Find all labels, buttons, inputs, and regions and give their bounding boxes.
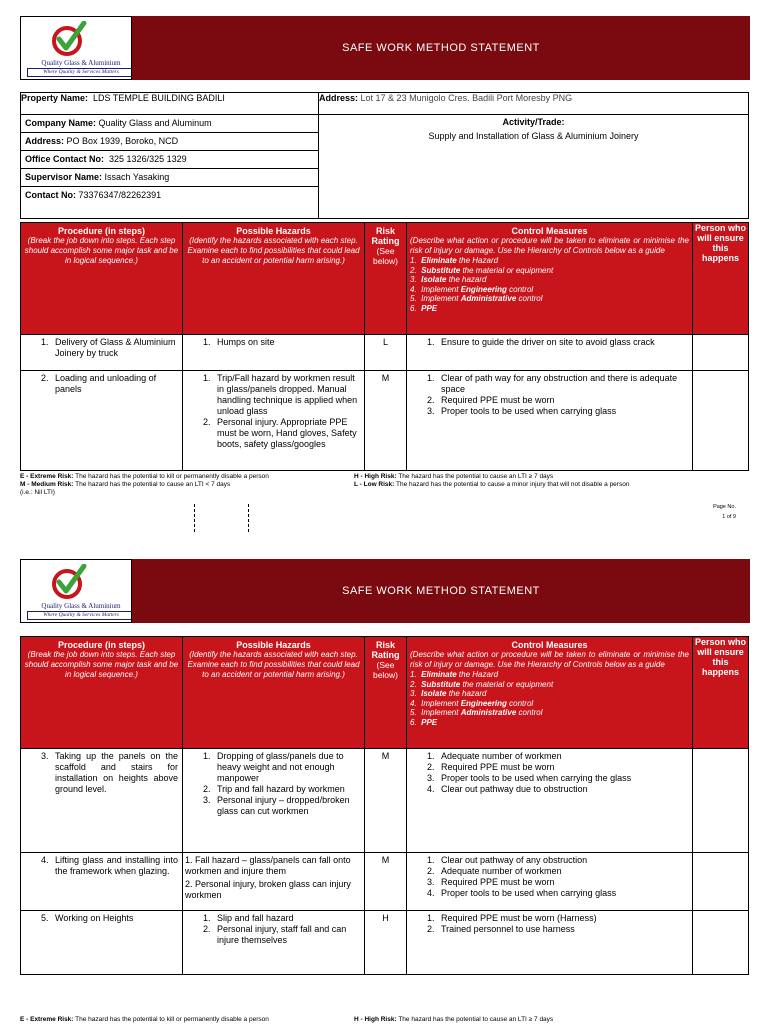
- responsible-person-cell: [693, 853, 749, 911]
- hierarchy-item: 6. PPE: [410, 717, 438, 727]
- responsible-person-cell: [693, 371, 749, 471]
- hierarchy-item: 3. Isolate the hazard: [410, 689, 487, 698]
- swms-table-page-2: [20, 636, 749, 975]
- procedure-step: 2. Loading and unloading of panels: [51, 373, 178, 395]
- procedure-cell: [21, 853, 183, 911]
- risk-rating: H: [382, 913, 389, 923]
- control-item: 4. Proper tools to be used when carrying glass: [437, 888, 688, 899]
- hazard-item: 1. Slip and fall hazard: [213, 913, 360, 924]
- hazard-item: 1. Trip/Fall hazard by workmen result in glass/panels dropped. Manual handling technique is applied when unload glass: [213, 373, 360, 417]
- control-item: 2. Required PPE must be worn: [437, 395, 688, 406]
- procedure-step: 3. Taking up the panels on the scaffold and stairs for installation on heights above ground level.: [51, 751, 178, 795]
- activity-cell: Activity/Trade: Supply and Installation of Glass & Aluminium Joinery: [319, 115, 749, 219]
- hierarchy-item: 1. Eliminate the Hazard: [410, 256, 499, 265]
- company-logo-name: Quality Glass & Aluminium: [41, 59, 121, 67]
- company-logo-name: Quality Glass & Aluminium: [41, 602, 121, 610]
- hazard-item: 1. Humps on site: [213, 337, 360, 348]
- hierarchy-item: 5. Implement Administrative control: [410, 294, 543, 303]
- hierarchy-item: 4. Implement Engineering control: [410, 698, 534, 708]
- control-measures-cell: [407, 371, 693, 471]
- logo-box: [20, 559, 132, 623]
- hazards-cell: [183, 911, 365, 975]
- hazards-cell: [183, 371, 365, 471]
- hazards-cell: [183, 853, 365, 911]
- procedure-header: Procedure (in steps) (Break the job down into steps. Each step should accomplish some major task and be in logical sequence.): [21, 637, 183, 749]
- hazard-item: 2. Personal injury. Appropriate PPE must be worn, Hand gloves, Safety boots, safety glass/googles: [213, 417, 360, 450]
- table-row: [21, 749, 749, 853]
- control-item: 3. Required PPE must be worn: [437, 877, 688, 888]
- table-row: [21, 911, 749, 975]
- procedure-step: 4. Lifting glass and installing into the framework when glazing.: [51, 855, 178, 877]
- procedure-cell: [21, 911, 183, 975]
- hierarchy-item: 6. PPE: [410, 303, 438, 313]
- table-row: [21, 853, 749, 911]
- risk-rating-cell: [365, 749, 407, 853]
- checkmark-logo-icon: [51, 21, 87, 57]
- control-item: 2. Trained personnel to use harness: [437, 924, 688, 935]
- risk-rating: L: [382, 337, 388, 347]
- logo-box: [20, 16, 132, 80]
- procedure-header: Procedure (in steps) (Break the job down into steps. Each step should accomplish some major task and be in logical sequence.): [21, 223, 183, 335]
- hierarchy-item: 5. Implement Administrative control: [410, 708, 543, 717]
- table-row: [21, 335, 749, 371]
- risk-header: Risk Rating (See below): [365, 223, 407, 335]
- control-item: 4. Clear out pathway due to obstruction: [437, 784, 688, 795]
- hazard-item: 2. Trip and fall hazard by workmen: [213, 784, 360, 795]
- control-item: 2. Adequate number of workmen: [437, 866, 688, 877]
- company-logo-tagline: Where Quality & Services Matters: [27, 611, 135, 620]
- hierarchy-item: 4. Implement Engineering control: [410, 284, 534, 294]
- control-item: 2. Required PPE must be worn: [437, 762, 688, 773]
- control-item: 1. Required PPE must be worn (Harness): [437, 913, 688, 924]
- control-item: 3. Proper tools to be used when carrying glass: [437, 406, 688, 417]
- hazard-item: 1. Fall hazard – glass/panels can fall onto workmen and injure them: [185, 855, 351, 876]
- page-number: Page No. 1 of 9: [713, 504, 736, 520]
- procedure-cell: [21, 749, 183, 853]
- procedure-cell: [21, 335, 183, 371]
- property-cell: Property Name: LDS TEMPLE BUILDING BADILI: [21, 93, 319, 115]
- hierarchy-item: 3. Isolate the hazard: [410, 275, 487, 284]
- fold-line: [194, 504, 195, 532]
- hazards-header: Possible Hazards (Identify the hazards associated with each step. Examine each to find possibilities that could lead to an accident or potential harm arising.): [183, 637, 365, 749]
- risk-rating: M: [381, 751, 390, 761]
- swms-table-page-1: [20, 222, 749, 471]
- control-item: 1. Adequate number of workmen: [437, 751, 688, 762]
- hierarchy-item: 1. Eliminate the Hazard: [410, 670, 499, 679]
- procedure-step: 5. Working on Heights: [51, 913, 178, 924]
- table-row: [21, 371, 749, 471]
- control-item: 1. Clear out pathway of any obstruction: [437, 855, 688, 866]
- hierarchy-list: [410, 670, 689, 727]
- hazard-item: 2. Personal injury, staff fall and can injure themselves: [213, 924, 360, 946]
- risk-header: Risk Rating (See below): [365, 637, 407, 749]
- hazard-item: 3. Personal injury – dropped/broken glass can cut workmen: [213, 795, 360, 817]
- page-title: SAFE WORK METHOD STATEMENT: [132, 559, 750, 623]
- responsible-person-cell: [693, 749, 749, 853]
- project-info-table: [20, 92, 749, 219]
- company-details-cell: Company Name: Quality Glass and Aluminum Address: PO Box 1939, Boroko, NCD Office Contact No: 325 1326/325 1329 Supervisor Name: Issach Yasaking Contact No: 73376347/82262391: [21, 115, 319, 219]
- risk-legend-page-2: E - Extreme Risk: The hazard has the potential to kill or permanently disable a person H - High Risk: The hazard has the potential to cause an LTI ≥ 7 days: [20, 1016, 554, 1023]
- fold-line: [248, 504, 249, 532]
- company-logo-tagline: Where Quality & Services Matters: [27, 68, 135, 77]
- checkmark-logo-icon: [51, 564, 87, 600]
- hierarchy-item: 2. Substitute the material or equipment: [410, 265, 554, 275]
- control-measures-cell: [407, 335, 693, 371]
- risk-rating-cell: [365, 371, 407, 471]
- risk-rating-cell: [365, 335, 407, 371]
- hazards-header: Possible Hazards (Identify the hazards associated with each step. Examine each to find possibilities that could lead to an accident or potential harm arising.): [183, 223, 365, 335]
- control-header: Control Measures (Describe what action or procedure will be taken to eliminate or minimise the risk of injury or damage. Use the Hierarchy of Controls below as a guide 1. Eliminate the Hazard 2. Substitute the material or equipment 3. Isolate the hazard 4. Implement Engineering control 5. Implement Administrative control 6. PPE: [407, 223, 693, 335]
- risk-rating-cell: [365, 853, 407, 911]
- person-header: Person who will ensure this happens: [693, 637, 749, 749]
- responsible-person-cell: [693, 335, 749, 371]
- risk-legend-page-1: E - Extreme Risk: The hazard has the potential to kill or permanently disable a person H - High Risk: The hazard has the potential to cause an LTI ≥ 7 days M - Medium Risk: The hazard has the potential to cause an LTI < 7 days L - Low Risk: The hazard has the potential to cause a minor injury that will not disable a person (i.e.: Nil LTI): [20, 473, 630, 496]
- page-title: SAFE WORK METHOD STATEMENT: [132, 16, 750, 80]
- hierarchy-item: 2. Substitute the material or equipment: [410, 679, 554, 689]
- hazard-item: 2. Personal injury, broken glass can injury workmen: [185, 879, 351, 900]
- responsible-person-cell: [693, 911, 749, 975]
- control-measures-cell: [407, 911, 693, 975]
- person-header: Person who will ensure this happens: [693, 223, 749, 335]
- control-item: 1. Ensure to guide the driver on site to avoid glass crack: [437, 337, 688, 348]
- risk-rating: M: [381, 855, 390, 865]
- hazards-cell: [183, 749, 365, 853]
- address-top-cell: Address: Lot 17 & 23 Munigolo Cres. Badili Port Moresby PNG: [319, 93, 749, 115]
- procedure-step: 1. Delivery of Glass & Aluminium Joinery by truck: [51, 337, 178, 359]
- control-item: 3. Proper tools to be used when carrying the glass: [437, 773, 688, 784]
- control-header: Control Measures (Describe what action or procedure will be taken to eliminate or minimise the risk of injury or damage. Use the Hierarchy of Controls below as a guide 1. Eliminate the Hazard 2. Substitute the material or equipment 3. Isolate the hazard 4. Implement Engineering control 5. Implement Administrative control 6. PPE: [407, 637, 693, 749]
- procedure-cell: [21, 371, 183, 471]
- hierarchy-list: [410, 256, 689, 313]
- control-measures-cell: [407, 749, 693, 853]
- risk-rating-cell: [365, 911, 407, 975]
- hazards-cell: [183, 335, 365, 371]
- risk-rating: M: [381, 373, 390, 383]
- control-item: 1. Clear of path way for any obstruction and there is adequate space: [437, 373, 688, 395]
- control-measures-cell: [407, 853, 693, 911]
- hazard-item: 1. Dropping of glass/panels due to heavy weight and not enough manpower: [213, 751, 360, 784]
